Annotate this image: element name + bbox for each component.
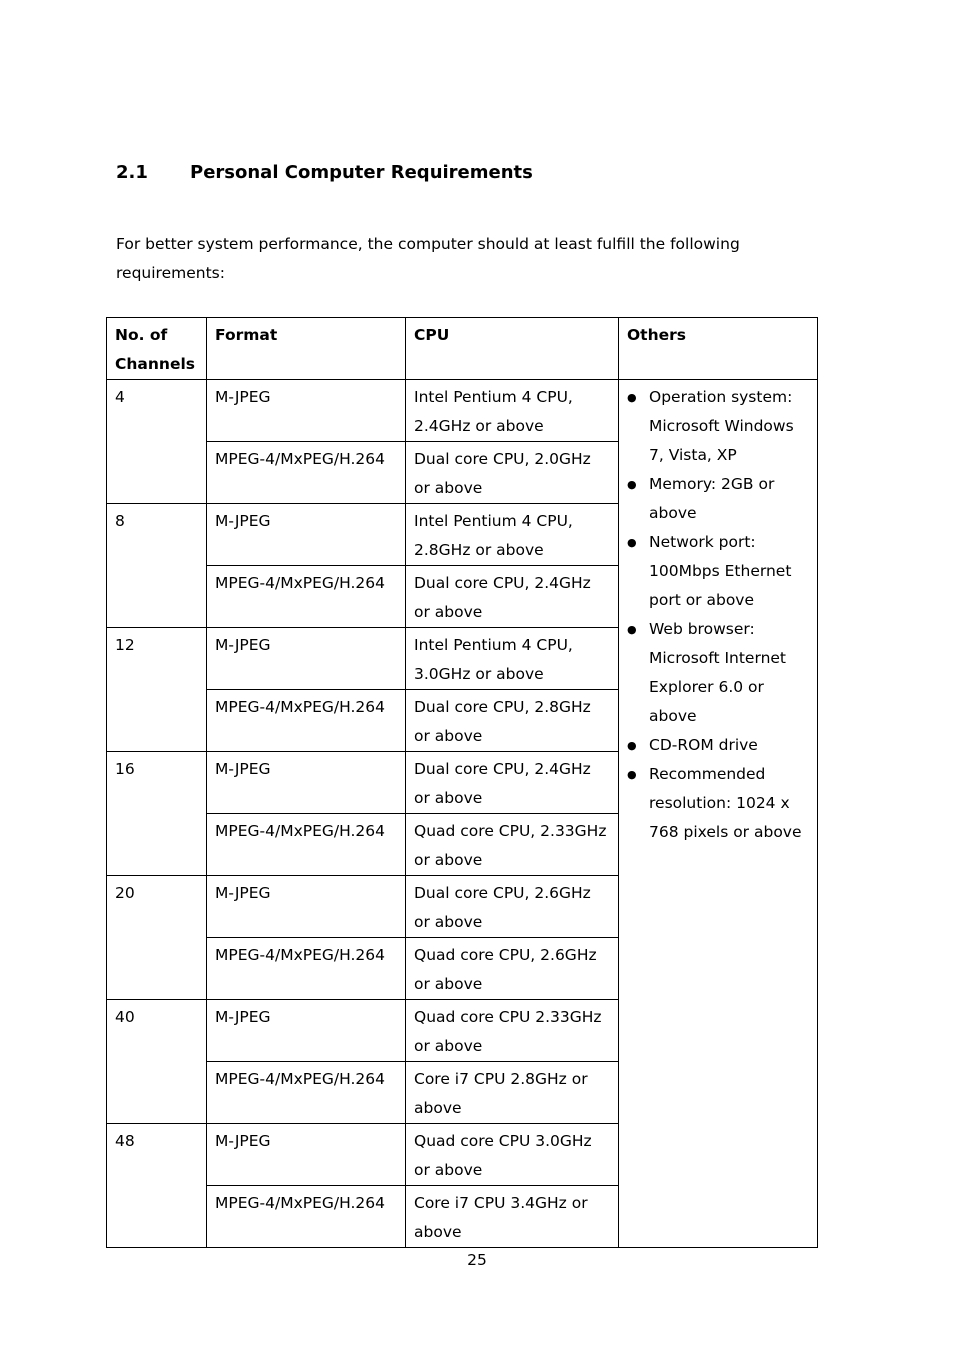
cpu-cell: Intel Pentium 4 CPU, 2.8GHz or above [406,504,619,566]
format-cell: MPEG-4/MxPEG/H.264 [207,814,406,876]
cpu-cell: Dual core CPU, 2.8GHz or above [406,690,619,752]
format-cell: M-JPEG [207,628,406,690]
cpu-cell: Dual core CPU, 2.4GHz or above [406,566,619,628]
format-cell: M-JPEG [207,752,406,814]
cpu-cell: Core i7 CPU 2.8GHz or above [406,1062,619,1124]
cpu-cell: Quad core CPU, 2.33GHz or above [406,814,619,876]
cpu-cell: Intel Pentium 4 CPU, 3.0GHz or above [406,628,619,690]
list-item: ● Memory: 2GB or above [627,470,809,528]
format-cell: MPEG-4/MxPEG/H.264 [207,1186,406,1248]
cpu-cell: Dual core CPU, 2.6GHz or above [406,876,619,938]
section-heading [116,160,533,186]
section-title: Personal Computer Requirements [190,162,533,183]
header-others: Others [619,318,818,380]
cpu-cell: Intel Pentium 4 CPU, 2.4GHz or above [406,380,619,442]
list-item: ● Operation system: Microsoft Windows 7, Vista, XP [627,383,809,470]
header-cpu: CPU [406,318,619,380]
format-cell: MPEG-4/MxPEG/H.264 [207,566,406,628]
channels-cell: 48 [107,1124,207,1248]
format-cell: M-JPEG [207,504,406,566]
format-cell: MPEG-4/MxPEG/H.264 [207,690,406,752]
cpu-cell: Quad core CPU 2.33GHz or above [406,1000,619,1062]
channels-cell: 40 [107,1000,207,1124]
cpu-cell: Dual core CPU, 2.4GHz or above [406,752,619,814]
cpu-cell: Quad core CPU, 2.6GHz or above [406,938,619,1000]
format-cell: M-JPEG [207,380,406,442]
format-cell: M-JPEG [207,1000,406,1062]
list-item: ● Web browser: Microsoft Internet Explorer 6.0 or above [627,615,809,731]
format-cell: MPEG-4/MxPEG/H.264 [207,442,406,504]
list-item: ● CD-ROM drive [627,731,809,760]
channels-cell: 8 [107,504,207,628]
cpu-cell: Core i7 CPU 3.4GHz or above [406,1186,619,1248]
header-format: Format [207,318,406,380]
format-cell: M-JPEG [207,1124,406,1186]
channels-cell: 4 [107,380,207,504]
table-header-row [107,318,818,380]
list-item: ● Network port: 100Mbps Ethernet port or above [627,528,809,615]
format-cell: MPEG-4/MxPEG/H.264 [207,938,406,1000]
cpu-cell: Quad core CPU 3.0GHz or above [406,1124,619,1186]
header-channels: No. of Channels [107,318,207,380]
requirements-table [106,317,818,1248]
channels-cell: 12 [107,628,207,752]
table-row [107,380,818,442]
cpu-cell: Dual core CPU, 2.0GHz or above [406,442,619,504]
format-cell: M-JPEG [207,876,406,938]
intro-paragraph: For better system performance, the computer should at least fulfill the following requirements: [116,235,740,282]
section-number: 2.1 [116,162,148,183]
channels-cell: 16 [107,752,207,876]
format-cell: MPEG-4/MxPEG/H.264 [207,1062,406,1124]
others-cell [619,380,818,1248]
channels-cell: 20 [107,876,207,1000]
others-list [627,383,809,847]
page-number: 25 [467,1251,487,1269]
list-item: ● Recommended resolution: 1024 x 768 pixels or above [627,760,809,847]
